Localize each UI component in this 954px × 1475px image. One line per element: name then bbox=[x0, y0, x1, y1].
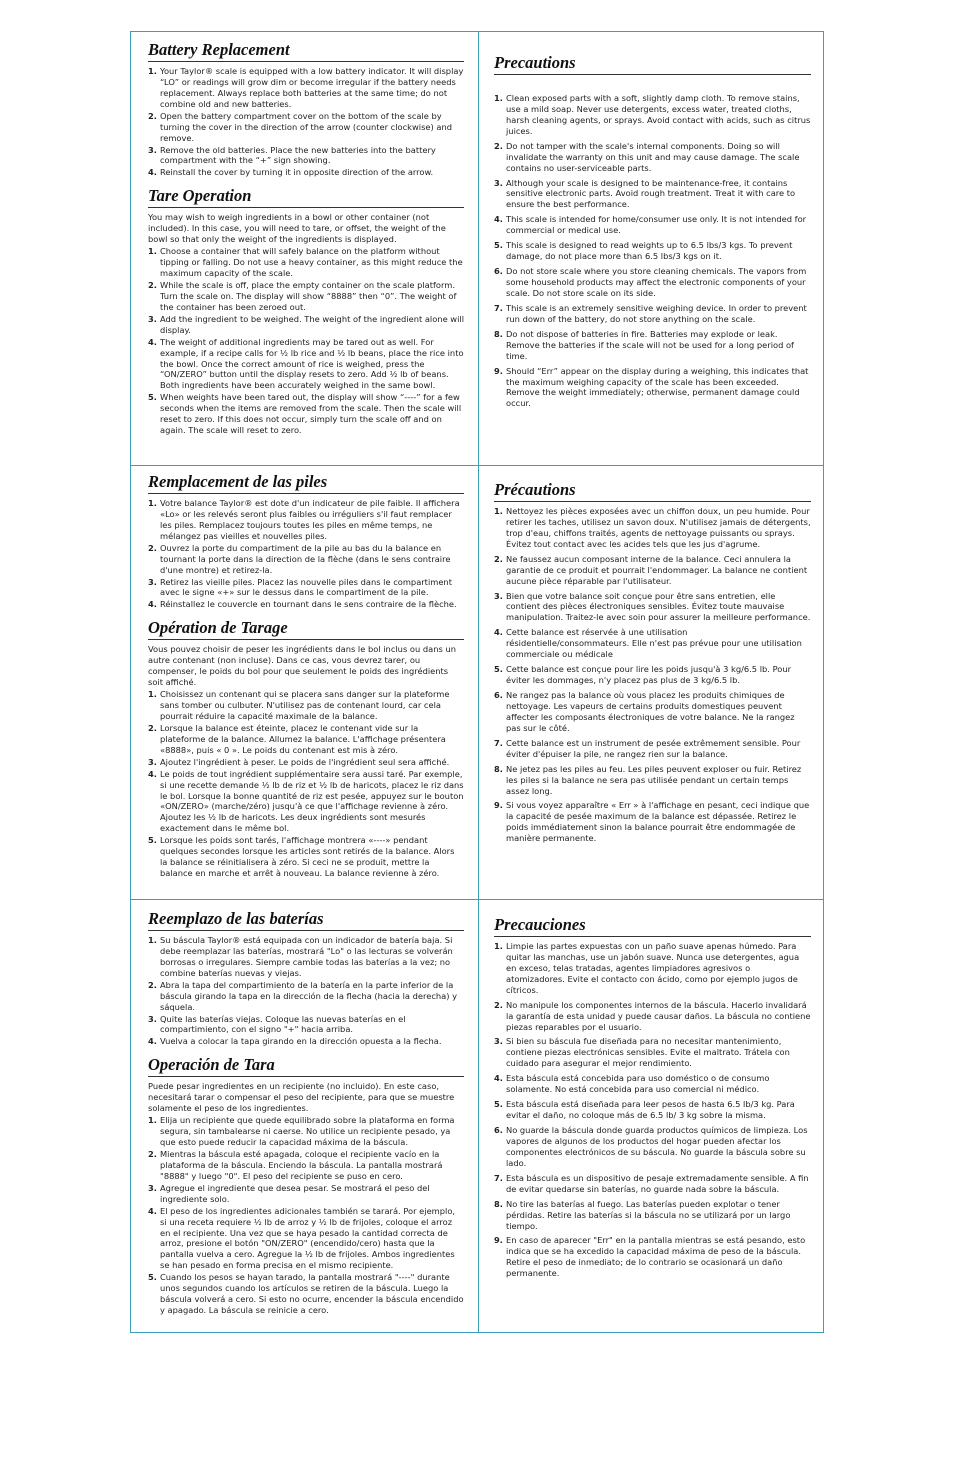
tare-list-es bbox=[148, 1115, 464, 1316]
list-item bbox=[494, 1099, 811, 1121]
list-item bbox=[148, 935, 464, 979]
list-item bbox=[148, 543, 464, 576]
item-text: Lorsque les poids sont tarés, l'affichage montrera «----» pendant quelques secondes lorsque les articles sont retirés de la balance. Alors la balance se réinitialisera à zéro. Si ceci ne se produit, mettre la balance en marche et arrêt à nouveau. La balance revienne à zéro. bbox=[160, 835, 455, 879]
precautions-list-fr bbox=[494, 506, 811, 844]
item-number: 1. bbox=[494, 505, 503, 516]
precautions-list-es bbox=[494, 941, 811, 1279]
item-number: 6. bbox=[494, 1125, 503, 1136]
item-number: 3. bbox=[148, 313, 157, 324]
item-number: 5. bbox=[148, 392, 157, 403]
item-number: 3. bbox=[148, 1182, 157, 1193]
list-item bbox=[494, 178, 811, 211]
list-item bbox=[148, 723, 464, 756]
list-item bbox=[494, 627, 811, 660]
item-text: Open the battery compartment cover on the bottom of the scale by turning the cover in the direction of the arrow (counter clockwise) and remove. bbox=[160, 110, 452, 143]
item-number: 2. bbox=[494, 140, 503, 151]
item-number: 2. bbox=[494, 999, 503, 1010]
item-text: While the scale is off, place the empty container on the scale platform. Turn the scale on. The display will show “8888” then “0”. The weight of the container has been zeroed out. bbox=[160, 279, 457, 312]
list-item bbox=[148, 167, 464, 178]
tare-intro-en: You may wish to weigh ingredients in a bowl or other container (not included). In this case, you will need to tare, or offset, the weight of the bowl so that only the weight of the ingredients is displayed. bbox=[148, 212, 446, 245]
list-item bbox=[148, 757, 464, 768]
item-text: Although your scale is designed to be maintenance-free, it contains sensitive electronic parts. Avoid rough treatment. Treat it with care to ensure the best performance. bbox=[506, 177, 796, 210]
tare-title-fr: Opération de Tarage bbox=[148, 619, 464, 640]
item-text: Votre balance Taylor® est dote d'un indicateur de pile faible. Il affichera «Lo» or les relevés seront plus faibles ou irréguliers s'il faut remplacer les piles. Remplacez toujours toutes les piles en même temps, ne mélangez pas vieilles et nouvelles piles. bbox=[160, 497, 460, 541]
item-text: Remove the old batteries. Place the new batteries into the battery compartment with the “+” sign showing. bbox=[160, 144, 436, 166]
item-number: 1. bbox=[148, 65, 157, 76]
list-item bbox=[148, 314, 464, 336]
precautions-list-en bbox=[494, 93, 811, 409]
item-number: 2. bbox=[148, 1148, 157, 1159]
item-text: Vuelva a colocar la tapa girando en la dirección opuesta a la flecha. bbox=[160, 1036, 442, 1047]
item-number: 1. bbox=[494, 92, 503, 103]
item-text: Do not dispose of batteries in fire. Batteries may explode or leak. Remove the batteries if the scale will not be used for a long period of time. bbox=[506, 328, 794, 361]
item-number: 2. bbox=[148, 279, 157, 290]
list-item bbox=[494, 1036, 811, 1069]
panel-spanish-precautions bbox=[479, 916, 825, 1332]
item-number: 5. bbox=[494, 1099, 503, 1110]
item-number: 5. bbox=[148, 835, 157, 846]
list-item bbox=[494, 1000, 811, 1033]
item-number: 4. bbox=[148, 336, 157, 347]
list-item bbox=[148, 1014, 464, 1036]
item-text: Elija un recipiente que quede equilibrado sobre la plataforma en forma segura, sin tambalearse ni caerse. No utilice un recipiente pesado, ya que esto puede reducir la capacidad máxima de la báscula. bbox=[160, 1115, 455, 1147]
list-item bbox=[494, 664, 811, 686]
item-number: 2. bbox=[494, 553, 503, 564]
item-number: 9. bbox=[494, 800, 503, 811]
list-item bbox=[494, 941, 811, 996]
tare-intro-fr: Vous pouvez choisir de peser les ingrédients dans le bol inclus ou dans un autre contenant (non incluse). Dans ce cas, vous devrez tarer, ou compenser, le poids du bol pour que seulement le poids des ingrédients soit affiché. bbox=[148, 644, 456, 688]
list-item bbox=[494, 214, 811, 236]
tare-title-es: Operación de Tara bbox=[148, 1056, 464, 1077]
item-number: 1. bbox=[148, 1115, 157, 1126]
list-item bbox=[148, 1115, 464, 1148]
list-item bbox=[494, 1125, 811, 1169]
battery-title-es: Reemplazo de las baterías bbox=[148, 910, 464, 931]
item-number: 6. bbox=[494, 266, 503, 277]
item-text: Ne faussez aucun composant interne de la balance. Ceci annulera la garantie de ce produit et pourrait l'endommager. La balance ne contient aucune pièce réparable par l'utilisateur. bbox=[506, 553, 808, 586]
item-text: Should “Err” appear on the display during a weighing, this indicates that the maximum weighing capacity of the scale has been exceeded. Remove the weight immediately; otherwise, permanent damage could occur. bbox=[506, 365, 809, 409]
item-number: 4. bbox=[494, 214, 503, 225]
item-number: 7. bbox=[494, 737, 503, 748]
item-text: This scale is an extremely sensitive weighing device. In order to prevent run down of the battery, do not store anything on the scale. bbox=[506, 302, 807, 324]
list-item bbox=[148, 246, 464, 279]
list-item bbox=[494, 1173, 811, 1195]
item-number: 1. bbox=[148, 689, 157, 700]
item-text: Nettoyez les pièces exposées avec un chiffon doux, un peu humide. Pour retirer les taches, utilisez un savon doux. N'utilisez jamais de détergents, trop d'eau, chiffons traités, agents de nettoyage puissants ou sprays. Évitez tout contact avec les acides tels que les jus d'agrume. bbox=[506, 505, 811, 549]
list-item bbox=[148, 577, 464, 599]
row-divider-1 bbox=[131, 465, 823, 466]
list-item bbox=[148, 498, 464, 542]
item-text: El peso de los ingredientes adicionales también se tarará. Por ejemplo, si una receta requiere ½ lb de arroz y ½ lb de frijoles, coloque el arroz en el recipiente. Una vez que se haya pesado la cantidad correcta de arroz, presione el botón "ON/ZERO" (encendido/cero) hasta que la pantalla vuelva a cero. Agregue la ½ lb de frijoles. Ambos ingredientes se han pesado en forma precisa en el mismo recipiente. bbox=[160, 1205, 456, 1271]
item-number: 3. bbox=[494, 590, 503, 601]
item-text: Ajoutez l'ingrédient à peser. Le poids de l'ingrédient seul sera affiché. bbox=[160, 756, 450, 767]
item-text: The weight of additional ingredients may be tared out as well. For example, if a recipe calls for ½ lb rice and ½ lb beans, place the rice into the bowl. Once the correct amount of rice is weighed, press the “ON/ZERO” button until the display resets to zero. Add ½ lb of beans. Both ingredients have been accurately weighed in the same bowl. bbox=[160, 336, 464, 391]
item-text: Ne rangez pas la balance où vous placez les produits chimiques de nettoyage. Les vapeurs de certains produits domestiques peuvent affecter les composants électroniques de votre balance. Ne la rangez pas sur le côté. bbox=[506, 690, 795, 733]
item-text: Limpie las partes expuestas con un paño suave apenas húmedo. Para quitar las manchas, use un jabón suave. Nunca use detergentes, agua en exceso, telas tratadas, agentes limpiadores agresivos o atomizadores. Evite el contacto con ácido, como por ejemplo jugos de cítricos. bbox=[506, 940, 800, 995]
battery-title-en: Battery Replacement bbox=[148, 41, 464, 62]
list-item bbox=[494, 554, 811, 587]
tare-list-fr bbox=[148, 689, 464, 879]
item-text: Mientras la báscula esté apagada, coloque el recipiente vacío en la plataforma de la báscula. Enciendo la báscula. La pantalla mostrará "8888" y luego "0". El peso del recipiente se puso en cero. bbox=[160, 1148, 443, 1181]
list-item bbox=[494, 1073, 811, 1095]
item-number: 8. bbox=[494, 1198, 503, 1209]
item-text: Esta báscula está concebida para uso doméstico o de consumo solamente. No está concebida para uso comercial ni médico. bbox=[506, 1073, 770, 1095]
item-number: 1. bbox=[148, 497, 157, 508]
list-item bbox=[148, 599, 464, 610]
item-number: 8. bbox=[494, 328, 503, 339]
item-number: 4. bbox=[494, 1073, 503, 1084]
item-text: Choose a container that will safely balance on the platform without tipping or falling. Do not use a heavy container, as this might reduce the maximum capacity of the scale. bbox=[160, 246, 463, 278]
item-number: 2. bbox=[148, 542, 157, 553]
item-number: 4. bbox=[148, 1205, 157, 1216]
item-number: 7. bbox=[494, 1172, 503, 1183]
item-text: Le poids de tout ingrédient supplémentaire sera aussi taré. Par exemple, si une recette demande ½ lb de riz et ½ lb de haricots, placez le riz dans le bol. Lorsque la bonne quantité de riz est pesée, appuyez sur le bouton «ON/ZERO» (marche/zéro) jusqu'à ce que l'affichage revienne à zéro. Ajoutez les ½ lb de haricots. Les deux ingrédients sont mesurés exactement dans le même bol. bbox=[160, 768, 464, 834]
panel-english-precautions bbox=[479, 54, 825, 459]
list-item bbox=[494, 764, 811, 797]
list-item bbox=[148, 1206, 464, 1272]
item-number: 4. bbox=[148, 167, 157, 178]
list-item bbox=[148, 392, 464, 436]
list-item bbox=[494, 303, 811, 325]
item-number: 5. bbox=[148, 1272, 157, 1283]
item-text: Agregue el ingrediente que desea pesar. Se mostrará el peso del ingrediente solo. bbox=[160, 1182, 430, 1204]
item-text: Clean exposed parts with a soft, slightly damp cloth. To remove stains, use a mild soap. Never use detergents, excess water, treated cloths, harsh cleaning agents, or sprays. Avoid contact with acids, such as citrus juices. bbox=[506, 92, 811, 136]
item-text: Ouvrez la porte du compartiment de la pile au bas du la balance en tournant la porte dans la direction de la flèche (dans le sens contraire d'une montre) et retirez-la. bbox=[160, 542, 451, 575]
list-item bbox=[494, 266, 811, 299]
item-number: 1. bbox=[148, 934, 157, 945]
item-text: Cuando los pesos se hayan tarado, la pantalla mostrará "----" durante unos segundos cuando los artículos se retiren de la báscula. Luego la báscula volverá a cero. Si esto no ocurre, encender la báscula encendido y apagado. La báscula se reinicie a cero. bbox=[160, 1272, 464, 1316]
list-item bbox=[148, 145, 464, 167]
panel-french-battery-tare bbox=[131, 473, 478, 897]
precautions-title-es: Precauciones bbox=[494, 916, 811, 937]
panel-spanish-battery-tare bbox=[131, 910, 478, 1332]
list-item bbox=[494, 800, 811, 844]
item-text: Esta báscula está diseñada para leer pesos de hasta 6.5 lb/3 kg. Para evitar el daño, no coloque más de 6.5 lb/ 3 kg sobre la misma. bbox=[506, 1099, 795, 1121]
item-number: 9. bbox=[494, 365, 503, 376]
instruction-sheet bbox=[130, 31, 824, 1333]
row-divider-2 bbox=[131, 899, 823, 900]
item-number: 5. bbox=[494, 664, 503, 675]
item-number: 3. bbox=[494, 177, 503, 188]
item-text: En caso de aparecer "Err" en la pantalla mientras se está pesando, esto indica que se ha excedido la capacidad máxima de peso de la báscula. Retire el peso de inmediato; de lo contrario se ocasionará un daño permanente. bbox=[506, 1235, 806, 1279]
item-number: 5. bbox=[494, 240, 503, 251]
item-number: 2. bbox=[148, 979, 157, 990]
item-text: Do not tamper with the scale's internal components. Doing so will invalidate the warranty on this unit and may cause damage. The scale contains no user-serviceable parts. bbox=[506, 140, 800, 173]
item-number: 1. bbox=[494, 940, 503, 951]
list-item bbox=[494, 366, 811, 410]
list-item bbox=[494, 1235, 811, 1279]
list-item bbox=[494, 141, 811, 174]
precautions-title-en: Precautions bbox=[494, 54, 811, 75]
battery-list-en bbox=[148, 66, 464, 178]
list-item bbox=[148, 980, 464, 1013]
list-item bbox=[494, 690, 811, 734]
battery-list-es bbox=[148, 935, 464, 1047]
list-item bbox=[494, 240, 811, 262]
item-text: Abra la tapa del compartimiento de la batería en la parte inferior de la báscula girando la tapa en la dirección de la flecha (hacia la derecha) y sáquela. bbox=[160, 979, 458, 1012]
item-number: 4. bbox=[148, 599, 157, 610]
item-text: Reinstall the cover by turning it in opposite direction of the arrow. bbox=[160, 167, 434, 178]
list-item bbox=[494, 93, 811, 137]
list-item bbox=[148, 280, 464, 313]
item-text: Réinstallez le couvercle en tournant dans le sens contraire de la flèche. bbox=[160, 599, 457, 610]
item-text: Si bien su báscula fue diseñada para no necesitar mantenimiento, contiene piezas electrónicas sensibles. Evite el maltrato. Trátela con cuidado para asegurar el mejor rendimiento. bbox=[506, 1036, 790, 1069]
item-number: 2. bbox=[148, 722, 157, 733]
panel-french-precautions bbox=[479, 481, 825, 897]
item-text: Do not store scale where you store cleaning chemicals. The vapors from some household products may affect the electronic components of your scale. Do not store scale on its side. bbox=[506, 266, 807, 298]
item-text: Su báscula Taylor® está equipada con un indicador de batería baja. Si debe reemplazar las baterías, mostrará "Lo" o las lecturas se volverán borrosas o irregulares. Siempre cambie todas las baterías a la vez; no combine baterías nuevas y viejas. bbox=[160, 934, 453, 978]
battery-title-fr: Remplacement de las piles bbox=[148, 473, 464, 494]
list-item bbox=[148, 1036, 464, 1047]
item-text: No manipule los componentes internos de la báscula. Hacerlo invalidará la garantía de esta unidad y puede causar daños. La báscula no contiene piezas reparables por el usuario. bbox=[506, 999, 811, 1032]
item-number: 4. bbox=[494, 627, 503, 638]
item-text: Lorsque la balance est éteinte, placez le contenant vide sur la plateforme de la balance. Allumez la balance. L'affichage présentera «8888», puis « 0 ». Le poids du contenant est mis à zéro. bbox=[160, 722, 446, 755]
list-item bbox=[148, 66, 464, 110]
list-item bbox=[494, 591, 811, 624]
list-item bbox=[148, 1183, 464, 1205]
item-text: Si vous voyez apparaître « Err » à l'affichage en pesant, ceci indique que la capacité de pesée maximum de la balance est dépassée. Retirez le poids immédiatement sinon la balance pourrait être endommagée de manière permanente. bbox=[506, 800, 810, 844]
item-text: Bien que votre balance soit conçue pour être sans entretien, elle contient des pièces électroniques sensibles. Évitez toute mauvaise manipulation. Traitez-le avec soin pour assurer la meilleure performance. bbox=[506, 590, 811, 623]
list-item bbox=[494, 738, 811, 760]
item-text: Ne jetez pas les piles au feu. Les piles peuvent exploser ou fuir. Retirez les piles si la balance ne sera pas utilisée pendant un certain temps assez long. bbox=[506, 763, 802, 796]
list-item bbox=[494, 506, 811, 550]
battery-list-fr bbox=[148, 498, 464, 610]
item-text: Your Taylor® scale is equipped with a low battery indicator. It will display “LO” or readings will grow dim or become irregular if the battery needs replacement. Always replace both batteries at the same time; do not combine old and new batteries. bbox=[160, 65, 464, 109]
list-item bbox=[148, 769, 464, 835]
item-number: 6. bbox=[494, 690, 503, 701]
item-number: 4. bbox=[148, 768, 157, 779]
list-item bbox=[494, 1199, 811, 1232]
item-text: This scale is designed to read weights up to 6.5 lbs/3 kgs. To prevent damage, do not place more than 6.5 lbs/3 kgs on it. bbox=[506, 240, 793, 262]
item-number: 2. bbox=[148, 110, 157, 121]
list-item bbox=[148, 689, 464, 722]
item-text: When weights have been tared out, the display will show “----” for a few seconds when the items are removed from the scale. Then the scale will reset to zero. If this does not occur, simply turn the scale off and on again. The scale will reset to zero. bbox=[160, 392, 462, 436]
item-text: Cette balance est conçue pour lire les poids jusqu'à 3 kg/6.5 lb. Pour éviter les dommages, n'y placez pas plus de 3 kg/6.5 lb. bbox=[506, 664, 792, 686]
item-number: 8. bbox=[494, 763, 503, 774]
item-number: 3. bbox=[148, 756, 157, 767]
item-number: 4. bbox=[148, 1036, 157, 1047]
item-number: 3. bbox=[148, 144, 157, 155]
item-text: No guarde la báscula donde guarda productos químicos de limpieza. Los vapores de algunos de los productos del hogar pueden afectar los componentes electrónicos de su báscula. No guarde la báscula sobre su lado. bbox=[506, 1125, 808, 1168]
list-item bbox=[148, 1272, 464, 1316]
item-text: This scale is intended for home/consumer use only. It is not intended for commercial or medical use. bbox=[506, 214, 807, 236]
list-item bbox=[148, 111, 464, 144]
item-number: 3. bbox=[148, 1013, 157, 1024]
list-item bbox=[494, 329, 811, 362]
item-number: 9. bbox=[494, 1235, 503, 1246]
item-number: 3. bbox=[148, 576, 157, 587]
item-number: 1. bbox=[148, 246, 157, 257]
item-text: Add the ingredient to be weighed. The weight of the ingredient alone will display. bbox=[160, 313, 465, 335]
tare-list-en bbox=[148, 246, 464, 436]
item-text: Esta báscula es un dispositivo de pesaje extremadamente sensible. A fin de evitar quedarse sin baterías, no guarde nada sobre la báscula. bbox=[506, 1172, 809, 1194]
list-item bbox=[148, 1149, 464, 1182]
item-text: Cette balance est un instrument de pesée extrêmement sensible. Pour éviter d'épuiser la pile, ne rangez rien sur la balance. bbox=[506, 737, 801, 759]
item-text: Retirez las vieille piles. Placez las nouvelle piles dans le compartiment avec le signe «+» sur le dessus dans le compartiment de la pile. bbox=[160, 576, 452, 598]
item-number: 7. bbox=[494, 302, 503, 313]
item-text: No tire las baterías al fuego. Las baterías pueden explotar o tener pérdidas. Retire las baterías si la báscula no se utilizará por un largo tiempo. bbox=[506, 1198, 791, 1231]
item-text: Choisissez un contenant qui se placera sans danger sur la plateforme sans tomber ou culbuter. N'utilisez pas de contenant lourd, car cela pourrait réduire la capacité maximale de la balance. bbox=[160, 689, 450, 721]
panel-english-battery-tare bbox=[131, 41, 478, 461]
item-text: Quite las baterías viejas. Coloque las nuevas baterías en el compartimiento, con el signo "+" hacia arriba. bbox=[160, 1013, 406, 1035]
tare-intro-es: Puede pesar ingredientes en un recipiente (no incluido). En este caso, necesitará tarar o compensar el peso del recipiente, para que se muestre solamente el peso de los ingredientes. bbox=[148, 1081, 455, 1114]
list-item bbox=[148, 337, 464, 392]
list-item bbox=[148, 835, 464, 879]
item-text: Cette balance est réservée à une utilisation résidentielle/consommateurs. Elle n'est pas prévue pour une utilisation commerciale ou médicale bbox=[506, 627, 802, 660]
item-number: 3. bbox=[494, 1036, 503, 1047]
precautions-title-fr: Précautions bbox=[494, 481, 811, 502]
tare-title-en: Tare Operation bbox=[148, 187, 464, 208]
